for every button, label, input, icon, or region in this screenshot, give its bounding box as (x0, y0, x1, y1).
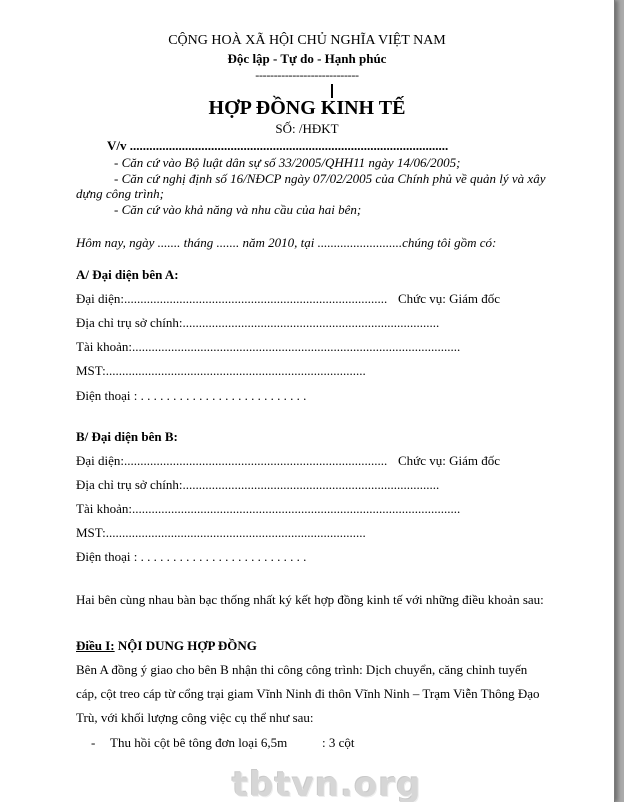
site-watermark: tbtvn.org (232, 765, 422, 802)
party-a-account: Tài khoản:..................................................................................................... (76, 339, 461, 354)
header-divider: ---------------------------- (255, 68, 359, 82)
list-item-text: Thu hồi cột bê tông đơn loại 6,5m (110, 735, 288, 750)
article-1-body-1: Bên A đồng ý giao cho bên B nhận thi công công trình: Dịch chuyển, căng chỉnh tuyến (76, 662, 528, 677)
list-item-dash: - (91, 735, 96, 750)
article-1-body-2: cáp, cột treo cáp từ cổng trại giam Vĩnh Ninh đi thôn Vĩnh Ninh – Trạm Viễn Thông Đạo (76, 686, 540, 701)
article-1-label: Điều I: (76, 638, 115, 653)
party-a-tax-code: MST:................................................................................ (76, 363, 366, 378)
party-a-heading: A/ Đại diện bên A: (76, 267, 179, 282)
article-1-title: NỘI DUNG HỢP ĐỒNG (114, 638, 257, 653)
party-b-heading: B/ Đại diện bên B: (76, 429, 178, 444)
nation-heading: CỘNG HOÀ XÃ HỘI CHỦ NGHĨA VIỆT NAM (168, 33, 446, 48)
article-1-heading (76, 638, 257, 654)
date-line: Hôm nay, ngày ....... tháng ....... năm 2010, tại ..........................chúng tôi gồm có: (76, 235, 497, 250)
party-b-address: Địa chỉ trụ sở chính:............................................................................... (76, 477, 440, 492)
motto: Độc lập - Tự do - Hạnh phúc (227, 51, 387, 66)
article-1-body-3: Trù, với khối lượng công việc cụ thể như sau: (76, 710, 314, 725)
party-b-phone: Điện thoại : . . . . . . . . . . . . . . . . . . . . . . . . . . (76, 549, 307, 564)
party-a-representative: Đại diện:................................................................................. (76, 291, 388, 306)
legal-basis-3: - Căn cứ vào khả năng và nhu cầu của hai bên; (114, 202, 362, 217)
party-a-address: Địa chỉ trụ sở chính:............................................................................... (76, 315, 440, 330)
legal-basis-2-cont: dựng công trình; (76, 186, 164, 201)
legal-basis-1: - Căn cứ vào Bộ luật dân sự số 33/2005/QHH11 ngày 14/06/2005; (114, 155, 461, 170)
agreement-statement: Hai bên cùng nhau bàn bạc thống nhất ký kết hợp đồng kinh tế với những điều khoản sau: (76, 592, 544, 607)
party-a-phone: Điện thoại : . . . . . . . . . . . . . . . . . . . . . . . . . . (76, 388, 307, 403)
contract-number: SỐ: /HĐKT (275, 121, 339, 136)
legal-basis-2: - Căn cứ nghị định số 16/NĐCP ngày 07/02/2005 của Chính phủ về quản lý và xây (114, 171, 546, 186)
subject-line: V/v .................................................................................................. (107, 138, 449, 153)
party-a-position: Chức vụ: Giám đốc (398, 291, 501, 306)
party-b-representative: Đại diện:................................................................................. (76, 453, 388, 468)
document-title: HỢP ĐỒNG KINH TẾ (208, 97, 406, 119)
party-b-account: Tài khoản:..................................................................................................... (76, 501, 461, 516)
list-item-quantity: : 3 cột (322, 735, 355, 750)
party-b-tax-code: MST:................................................................................ (76, 525, 366, 540)
party-b-position: Chức vụ: Giám đốc (398, 453, 501, 468)
